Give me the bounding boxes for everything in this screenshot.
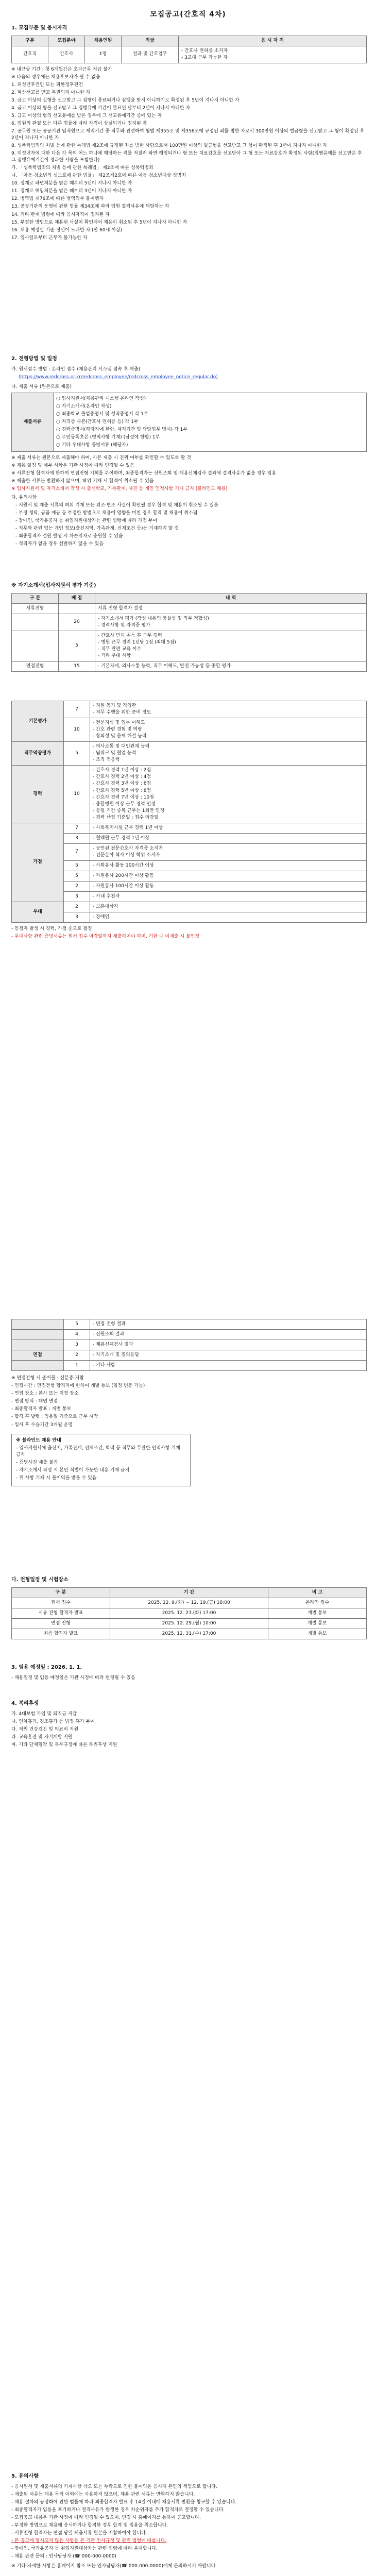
- table-cell: 서류 전형 합격자 결정: [95, 603, 367, 614]
- item-cell: - 장애인: [90, 912, 367, 923]
- table-header-row: [12, 1587, 367, 1598]
- table-cell: 최종 합격자 발표: [12, 1629, 110, 1639]
- caution-heading: 다. 유의사항: [11, 495, 37, 501]
- table-row: [12, 1340, 367, 1350]
- table-row: [12, 1361, 367, 1371]
- scoring-notes: [11, 926, 367, 940]
- list-item: 5. 금고 이상의 형의 선고유예를 받은 경우에 그 선고유예기간 중에 있는 자: [11, 113, 162, 118]
- table-row: [12, 1598, 367, 1608]
- table-cell: - 간호사 면허증 소지자 - 3교대 근무 가능한 자: [179, 46, 367, 63]
- list-item: 14. 기타 관계 법령에 따라 응시자격이 정지된 자: [11, 212, 110, 217]
- list-item: - 최종합격자가 임용을 포기하거나 결격사유가 발생한 경우 차순위자를 추가 합격자로 결정할 수 있습니다.: [11, 2507, 225, 2513]
- list-item: 나. 연차휴가, 경조휴가 등 법정 휴가 부여: [11, 1719, 95, 1724]
- table-row: [12, 912, 367, 923]
- table-row: [12, 892, 367, 902]
- table-cell: 개별 통보: [268, 1608, 367, 1618]
- table-row: [12, 1350, 367, 1361]
- interview-table-body: [12, 1319, 367, 1371]
- table-header: 채용인원: [85, 36, 122, 46]
- table-cell: 5: [64, 1319, 90, 1330]
- recruitment-table: [11, 36, 367, 63]
- section-heading: 2. 전형방법 및 일정: [11, 356, 57, 362]
- document-item: ○ 경력증명서(해당자에 한함, 재직기간 및 담당업무 명시) 각 1부: [56, 427, 188, 432]
- list-item: - 장애인, 국가유공자 등 취업지원대상자는 관련 법령에 따라 우대합니다.: [11, 2546, 158, 2551]
- table-row: [12, 631, 367, 661]
- section-schedule: [11, 1577, 367, 1639]
- table-cell: 20: [59, 614, 95, 631]
- note: - 면접 장소 : 본사 또는 지정 장소: [11, 1391, 79, 1397]
- list-item: - 자기소개서 작성 시 본인 식별이 가능한 내용 기재 금지: [16, 1467, 130, 1473]
- table-cell: 온라인 접수: [268, 1598, 367, 1608]
- list-item: - 응시원서 및 제출서류의 기재사항 착오 또는 누락으로 인한 불이익은 응시자 본인의 책임으로 합니다.: [11, 2484, 217, 2489]
- table-cell: 2025. 12. 31.(수) 17:00: [110, 1629, 268, 1639]
- item-cell: - 의사소통 및 대인관계 능력 - 팀워크 및 협업 능력 - 조직 적응력: [90, 742, 367, 766]
- table-row: [12, 823, 367, 833]
- benefits-list: [11, 1711, 367, 1749]
- table-cell: - 신원조회 결과: [90, 1330, 367, 1340]
- table-cell: 5: [59, 631, 95, 661]
- item-cell: - 혈액원 근무 경력 1년 이상: [90, 833, 367, 843]
- item-cell: - 지원 동기 및 직업관 - 직무 수행을 위한 준비 정도: [90, 701, 367, 718]
- note: - 최종합격자 발표 : 개별 통보: [11, 1406, 72, 1412]
- section-scoring: [11, 701, 367, 941]
- category-label: 우대: [12, 902, 64, 923]
- scoring-table: [11, 701, 367, 923]
- section-heading: 3. 임용 예정일 : 2026. 1. 1.: [11, 1665, 82, 1670]
- note: ※ 서류전형 합격자에 한하여 면접전형 기회를 부여하며, 최종합격자는 신원조회 및 채용신체검사 결과에 결격사유가 없을 경우 임용: [11, 471, 277, 477]
- item-cell: - 보훈대상자: [90, 902, 367, 912]
- score-cell: 2: [64, 902, 90, 912]
- list-item: 라. 교육훈련 및 자기계발 지원: [11, 1734, 73, 1740]
- list-item: - 채용 절차의 공정화에 관한 법률에 따라 최종합격자 발표 후 14일 이내에 채용서류 반환을 청구할 수 있습니다.: [11, 2499, 237, 2505]
- list-item: 마. 기타 단체협약 및 복무규정에 따른 복리후생 지원: [11, 1742, 117, 1748]
- table-row: [12, 1608, 367, 1618]
- table-cell: 2: [64, 1350, 90, 1361]
- table-cell: [59, 603, 95, 614]
- table-cell: - 자기소개서 평가 (작성 내용의 충실성 및 직무 적합성) - 경력사항 및 자격증 평가: [95, 614, 367, 631]
- note: - 면접시간 : 면접전형 합격자에 한하여 개별 통보 (일정 변동 가능): [11, 1383, 145, 1389]
- list-item: 3. 금고 이상의 실형을 선고받고 그 집행이 종료되거나 집행을 받지 아니하기로 확정된 후 5년이 지나지 아니한 자: [11, 97, 240, 103]
- section-appointment: [11, 1664, 367, 1683]
- score-cell: 3: [64, 912, 90, 923]
- documents-cell: [54, 393, 367, 451]
- table-cell: 서류전형: [12, 603, 59, 614]
- table-row: [12, 1629, 367, 1639]
- section-screening: [11, 582, 367, 672]
- table-header: 구 분: [12, 593, 59, 603]
- table-header: 기 간: [110, 1587, 268, 1598]
- list-item: - 모집공고 내용은 기관 사정에 따라 변경될 수 있으며, 변경 시 홈페이지를 통하여 공고합니다.: [11, 2515, 201, 2520]
- table-header: 비 고: [268, 1587, 367, 1598]
- cautions-list-2: [11, 2546, 367, 2560]
- list-item: - 위 사항 기재 시 불이익을 받을 수 있음: [16, 1475, 97, 1481]
- table-cell: [12, 631, 59, 661]
- table-cell: 원서 접수: [12, 1598, 110, 1608]
- caution-red: - 본 공고에 명시되지 않은 사항은 본 기관 인사규정 및 관련 법령에 따릅니다.: [11, 2538, 167, 2544]
- list-item: 12. 병역법 제76조에 따른 병역의무 불이행자: [11, 196, 104, 202]
- list-item: 9. 미성년자에 대한 다음 각 목의 어느 하나에 해당하는 죄를 저질러 파면·해임되거나 형 또는 치료감호를 선고받아 그 형 또는 치료감호가 확정된 사람(집행유예를 선고받은 후 그 집행유예기간이 경과한 사람을 포함한다): [11, 151, 362, 163]
- item-cell: - 사회봉사 활동 100시간 이상: [90, 860, 367, 871]
- screening-table: [11, 593, 367, 672]
- table-header-row: [12, 593, 367, 603]
- table-row: [12, 902, 367, 912]
- blind-note: ※ 입사지원서 및 자기소개서 작성 시 출신학교, 가족관계, 사진 등 개인 인적사항 기재 금지 (블라인드 채용): [11, 486, 228, 492]
- schedule-table-body: [12, 1598, 367, 1639]
- cautions-list: [11, 2484, 367, 2537]
- section-cautions: [11, 2473, 367, 2571]
- table-row: [12, 614, 367, 631]
- item-cell: - 자원봉사 100시간 이상 활동: [90, 882, 367, 892]
- table-cell: 1: [64, 1361, 90, 1371]
- list-item: 4. 금고 이상의 형을 선고받고 그 집행유예 기간이 완료된 날부터 2년이 지나지 아니한 자: [11, 105, 191, 111]
- list-item: - 적격자가 없을 경우 선발하지 않을 수 있음: [15, 541, 104, 547]
- table-row: [12, 871, 367, 881]
- score-cell: 5: [64, 860, 90, 871]
- page-title: 모집공고(간호직 4차): [150, 10, 226, 19]
- document-item: ○ 최종학교 졸업증명서 및 성적증명서 각 1부: [56, 411, 148, 417]
- list-item: - 지원서 및 제출 서류의 허위 기재 또는 위조·변조 사실이 확인될 경우 합격 및 채용이 취소될 수 있음: [15, 503, 218, 509]
- table-row: [12, 882, 367, 892]
- item-cell: - 간호사 경력 1년 이상 : 2점 - 간호사 경력 2년 이상 : 4점 - 간호사 경력 3년 이상 : 6점 - 간호사 경력 5년 이상 : 8점 - 간호사 경력 7년 이상 : 10점 - 종합병원 이상 근무 경력 인정 - 동일 기간 중복 근무는 1회만 인정 - 경력 산정 기준일 : 접수 마감일: [90, 766, 367, 823]
- section-heading: 5. 유의사항: [11, 2473, 39, 2479]
- blind-info-box: [11, 1434, 191, 1486]
- table-row: [12, 833, 367, 843]
- section-benefits: [11, 1700, 367, 1750]
- note: ※ 다음의 경우에는 채용후보자가 될 수 없음: [11, 74, 100, 80]
- list-item: 2. 파산선고를 받고 복권되지 아니한 자: [11, 90, 91, 95]
- table-cell: - 채용신체검사 결과: [90, 1340, 367, 1350]
- table-row: [12, 1319, 367, 1330]
- table-row: [12, 860, 367, 871]
- caution-list: [11, 502, 367, 548]
- note: ※ 제출 서류는 원본으로 제출해야 하며, 사본 제출 시 진위 여부를 확인할 수 있도록 할 것: [11, 455, 191, 461]
- table-row: [12, 843, 367, 860]
- note: ※ 채용 일정 및 세부 사항은 기관 사정에 따라 변경될 수 있음: [11, 463, 134, 469]
- table-row: [12, 766, 367, 823]
- table-cell: 전과 및 간호업무: [122, 46, 179, 63]
- document-item: ○ 자격증 사본(간호사 면허증 등) 각 1부: [56, 419, 139, 425]
- list-item: 나. 「아동·청소년의 성보호에 관한 법률」 제2조제2호에 따른 아동·청소년대상 성범죄: [11, 173, 186, 179]
- list-item: - 증명사진 제출 불가: [16, 1460, 58, 1465]
- table-cell: 15: [59, 661, 95, 671]
- note: ※ 면접전형 시 준비물 : 신분증 지참: [11, 1376, 84, 1381]
- box-title: ※ 블라인드 채용 안내: [16, 1437, 61, 1443]
- list-item: - 직무와 관련 없는 개인 정보(출신지역, 가족관계, 신체조건 등)는 기재하지 말 것: [15, 526, 179, 532]
- score-cell: 2: [64, 882, 90, 892]
- category-label: 직무역량평가: [12, 742, 64, 766]
- table-cell: - 기본자세, 의사소통 능력, 직무 이해도, 발전 가능성 등 종합 평가: [95, 661, 367, 671]
- section-heading: 다. 전형일정 및 시험장소: [11, 1577, 69, 1583]
- note: - 채용일정 및 임용 예정일은 기관 사정에 따라 변경될 수 있음: [11, 1675, 135, 1681]
- table-cell: 개별 통보: [268, 1618, 367, 1629]
- table-row: [12, 718, 367, 742]
- table-row: [12, 701, 367, 718]
- table-cell: - 자기소개 및 질의응답: [90, 1350, 367, 1361]
- section-recruitment: [11, 25, 367, 243]
- table-cell: 2025. 12. 9.(화) ~ 12. 19.(금) 18:00: [110, 1598, 268, 1608]
- table-row: [12, 393, 367, 451]
- list-item: - 제출된 서류는 채용 목적 이외에는 사용하지 않으며, 채용 관련 서류는 반환하지 않습니다.: [11, 2492, 195, 2497]
- table-row: [12, 1330, 367, 1340]
- table-cell: 서류 전형 합격자 발표: [12, 1608, 110, 1618]
- list-item: 17. 입사일로부터 근무가 불가능한 자: [11, 235, 88, 241]
- item-cell: - 사회복지시설 근무 경력 1년 이상: [90, 823, 367, 833]
- table-header-row: [12, 36, 367, 46]
- list-item: 11. 징계로 해임처분을 받은 때부터 3년이 지나지 아니한 자: [11, 189, 132, 194]
- interview-notes: [11, 1375, 367, 1428]
- disqualification-list: [11, 82, 367, 242]
- apply-url-link[interactable]: (https://www.redcross.or.kr/redcross_employee/redcross_employee_notice_regular.do): [19, 374, 218, 380]
- item-cell: - 자원봉사 200시간 이상 활동: [90, 871, 367, 881]
- documents-heading: 나. 제출 서류 (원본으로 제출): [11, 384, 72, 389]
- documents-label: 제출서류: [12, 393, 54, 451]
- table-cell: [12, 1330, 64, 1340]
- list-item: 1. 피성년후견인 또는 피한정후견인: [11, 82, 83, 88]
- score-cell: 7: [64, 823, 90, 833]
- list-item: 15. 부정한 방법으로 채용된 사실이 확인되어 채용이 취소된 후 5년이 지나지 아니한 자: [11, 219, 187, 225]
- table-row: [12, 742, 367, 766]
- table-cell: [12, 614, 59, 631]
- list-item: 10. 징계로 파면처분을 받은 때부터 5년이 지나지 아니한 자: [11, 181, 132, 187]
- section-heading: 1. 모집부문 및 응시자격: [11, 25, 67, 31]
- list-item: 가. 4대보험 가입 및 퇴직금 지급: [11, 1711, 77, 1717]
- table-cell: 4: [64, 1330, 90, 1340]
- note: ※ 제출한 서류는 반환하지 않으며, 허위 기재 시 합격이 취소될 수 있음: [11, 479, 154, 484]
- item-cell: - 전문지식 및 업무 이해도 - 간호 관련 경험 및 역량 - 창의성 및 문제 해결 능력: [90, 718, 367, 742]
- documents-table: [11, 393, 367, 452]
- note: - 면접 방식 : 대면 면접: [11, 1399, 58, 1404]
- list-item: 8. 성폭력범죄의 처벌 등에 관한 특례법 제2조에 규정된 죄를 범한 사람으로서 100만원 이상의 벌금형을 선고받고 그 형이 확정된 후 3년이 지나지 아니한 자: [11, 143, 328, 149]
- document-item: ○ 입사지원서(채용관리 시스템 온라인 작성): [56, 396, 146, 401]
- note: ※ 내규상 기간 : 첫 6개월간은 초과근무 지급 불가: [11, 66, 112, 72]
- table-header: 모집분야: [48, 36, 85, 46]
- document-item: ○ 자기소개서(온라인 작성): [56, 403, 112, 409]
- list-item: - 서류전형 합격자는 면접 당일 제출서류 원본을 지참하여야 합니다.: [11, 2530, 147, 2536]
- table-cell: - 간호사 면허 취득 후 근무 경력 - 병원 근무 경력 1년당 1점 (최대 5점) - 직무 관련 교육 이수 - 기타 우대 사항: [95, 631, 367, 661]
- table-header: 구 분: [12, 1587, 110, 1598]
- note: - 합격 후 발령 : 임용일 기준으로 근무 시작: [11, 1414, 98, 1420]
- list-item: - 입사지원서에 출신지, 가족관계, 신체조건, 학력 등 직무와 무관한 인적사항 기재 금지: [16, 1445, 180, 1458]
- table-cell: 2025. 12. 23.(화) 17:00: [110, 1608, 268, 1618]
- table-header: 구분: [12, 36, 48, 46]
- score-cell: 3: [64, 892, 90, 902]
- table-cell: [12, 1361, 64, 1371]
- section-process: [11, 355, 367, 549]
- table-row: [12, 1618, 367, 1629]
- schedule-table: [11, 1587, 367, 1639]
- score-cell: 7: [64, 701, 90, 718]
- table-cell: 3: [64, 1340, 90, 1350]
- category-label: 가점: [12, 823, 64, 902]
- list-item: 가. 「성폭력범죄의 처벌 등에 관한 특례법」 제2조에 따른 성폭력범죄: [11, 165, 153, 171]
- table-row: [12, 661, 367, 671]
- list-item: 16. 채용 예정일 기준 정년이 도래한 자 (만 60세 이상): [11, 227, 123, 233]
- item-cell: - 사내 추천자: [90, 892, 367, 902]
- table-cell: 2025. 12. 29.(월) 10:00: [110, 1618, 268, 1629]
- note: - 동점자 발생 시 경력, 가점 순으로 결정: [11, 926, 92, 932]
- list-item: - 장애인, 국가유공자 등 취업지원대상자는 관련 법령에 따라 가점 부여: [15, 518, 158, 524]
- scoring-table-body: [12, 701, 367, 923]
- section-heading: 4. 복리후생: [11, 1701, 39, 1706]
- table-header: 배 점: [59, 593, 95, 603]
- document-item: ○ 주민등록초본 (병역사항 기재) (남성에 한함) 1부: [56, 434, 160, 440]
- list-item: 13. 공공기관의 운영에 관한 법률 제34조에 따라 임원 결격사유에 해당하는 자: [11, 204, 169, 210]
- interview-table: [11, 1319, 367, 1371]
- table-header: 내 역: [95, 593, 367, 603]
- notes: [11, 455, 367, 485]
- table-header: 직급: [122, 36, 179, 46]
- score-cell: 10: [64, 718, 90, 742]
- score-cell: 5: [64, 742, 90, 766]
- note-red: - 우대사항 관련 증빙서류는 원서 접수 마감일까지 제출하여야 하며, 기한 내 미제출 시 불인정: [11, 934, 199, 940]
- section-interview: [11, 1319, 367, 1486]
- category-label: 경력: [12, 766, 64, 823]
- list-item: - 채용 관련 문의 : 인사담당자 (☎ 000-000-0000): [11, 2553, 116, 2559]
- score-cell: 7: [64, 843, 90, 860]
- table-cell: 면접: [12, 1350, 64, 1361]
- table-cell: [12, 1319, 64, 1330]
- list-item: 6. 법원의 판결 또는 다른 법률에 따라 자격이 상실되거나 정지된 자: [11, 121, 147, 126]
- table-cell: - 기타 사항: [90, 1361, 367, 1371]
- table-cell: 간호사: [48, 46, 85, 63]
- section-heading: ※ 자기소개서(입사지원서 평가 기준): [11, 583, 96, 588]
- score-cell: 10: [64, 766, 90, 823]
- category-label: 기본평가: [12, 701, 64, 742]
- contact-note: ※ 기타 자세한 사항은 홈페이지 참조 또는 인사담당자(☎ 000-000-0000)에게 문의하시기 바랍니다.: [11, 2563, 217, 2569]
- table-row: [12, 603, 367, 614]
- table-header: 응 시 자 격: [179, 36, 367, 46]
- table-cell: 개별 통보: [268, 1629, 367, 1639]
- documents-list: [56, 396, 364, 449]
- table-cell: 면접전형: [12, 661, 59, 671]
- item-cell: - 공인된 전문간호사 자격증 소지자 - 전문분야 석사 이상 학위 소지자: [90, 843, 367, 860]
- apply-method: 가. 원서접수 방법 : 온라인 접수 (채용관리 시스템 접속 후 제출): [11, 366, 141, 372]
- table-cell: 간호직: [12, 46, 48, 63]
- score-cell: 5: [64, 871, 90, 881]
- table-cell: - 면접 전형 결과: [90, 1319, 367, 1330]
- list-item: 다. 직원 건강검진 및 의료비 지원: [11, 1726, 79, 1732]
- score-cell: 3: [64, 833, 90, 843]
- notes: [11, 66, 367, 81]
- screening-table-body: [12, 603, 367, 671]
- table-row: [12, 46, 367, 63]
- box-list: [16, 1445, 186, 1482]
- list-item: - 부정 청탁, 금품 제공 등 부정한 방법으로 채용에 영향을 미친 경우 합격 및 채용이 취소됨: [15, 511, 198, 516]
- table-cell: 면접 전형: [12, 1618, 110, 1629]
- list-item: 7. 공무원 또는 공공기관 임직원으로 재직기간 중 직무와 관련하여 형법 제355조 및 제356조에 규정된 죄를 범한 자로서 300만원 이상의 벌금형을 선고받고 그 형이 확정된 후 2년이 지나지 아니한 자: [11, 129, 365, 141]
- table-cell: [12, 1340, 64, 1350]
- note: - 입사 후 수습기간 3개월 운영: [11, 1422, 73, 1428]
- list-item: - 최종합격자 결원 발생 시 차순위자로 충원할 수 있음: [15, 534, 123, 539]
- table-cell: 1명: [85, 46, 122, 63]
- list-item: - 부정한 방법으로 채용에 응시하거나 합격한 경우 합격 및 임용을 취소합니다.: [11, 2522, 168, 2528]
- document-item: ○ 기타 우대사항 증빙서류 (해당자): [56, 442, 128, 448]
